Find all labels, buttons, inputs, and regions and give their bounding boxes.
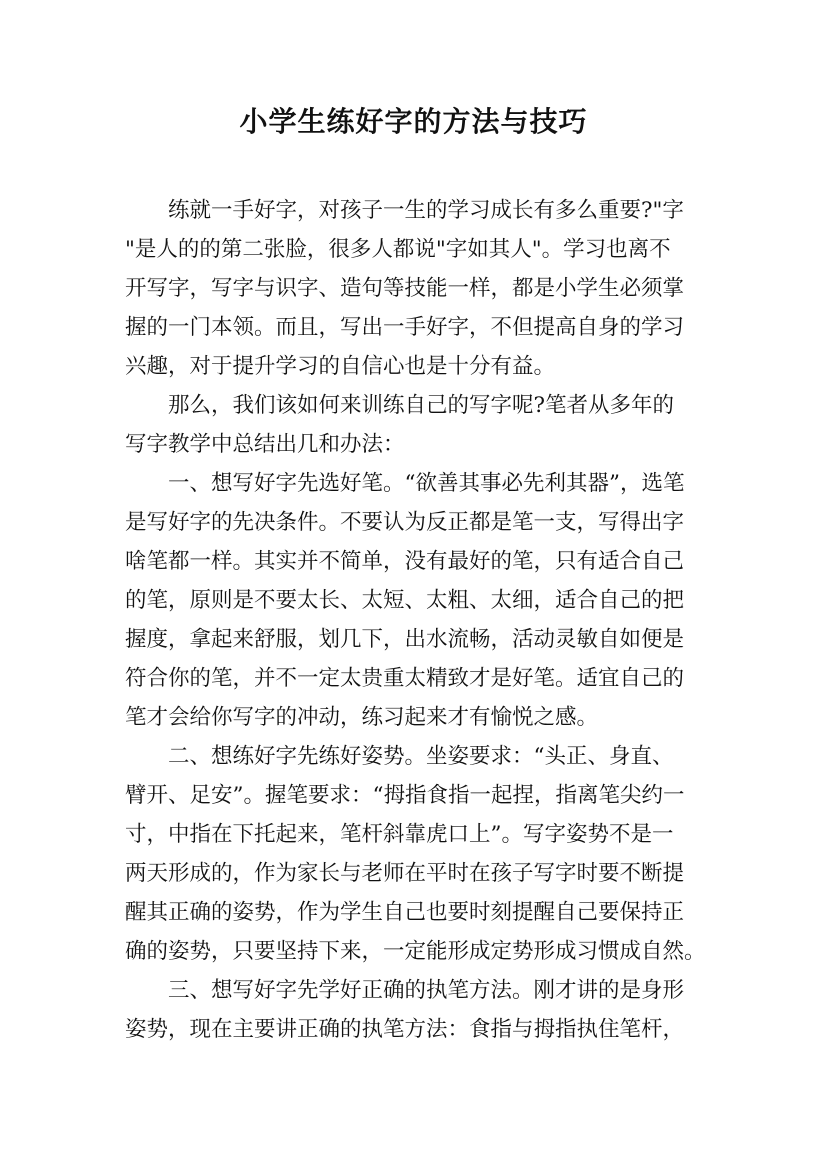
paragraph-3-line-2: 是写好字的先决条件。不要认为反正都是笔一支，写得出字 [125,510,685,535]
paragraph-4-line-3: 寸，中指在下托起来，笔杆斜靠虎口上”。写字姿势不是一 [125,822,674,847]
paragraph-4-line-4: 两天形成的，作为家长与老师在平时在孩子写字时要不断提 [125,861,685,886]
paragraph-5-line-2: 姿势，现在主要讲正确的执笔方法：食指与拇指执住笔杆， [125,1017,685,1042]
paragraph-2-line-2: 写字教学中总结出几和办法： [125,432,405,457]
paragraph-3-line-4: 的笔，原则是不要太长、太短、太粗、太细，适合自己的把 [125,588,685,613]
paragraph-4-line-6: 确的姿势，只要坚持下来，一定能形成定势形成习惯成自然。 [125,939,706,964]
paragraph-4-line-5: 醒其正确的姿势，作为学生自己也要时刻提醒自己要保持正 [125,900,685,925]
paragraph-1-line-5: 兴趣，对于提升学习的自信心也是十分有益。 [125,354,556,379]
paragraph-1-line-1: 练就一手好字，对孩子一生的学习成长有多么重要?"字 [168,198,684,223]
paragraph-3-line-1: 一、想写好字先选好笔。“欲善其事必先利其器”，选笔 [168,471,685,496]
paragraph-1-line-4: 握的一门本领。而且，写出一手好字，不但提高自身的学习 [125,315,685,340]
paragraph-1-line-3: 开写字，写字与识字、造句等技能一样，都是小学生必须掌 [125,276,685,301]
paragraph-5-line-1: 三、想写好字先学好正确的执笔方法。刚才讲的是身形 [168,978,685,1003]
paragraph-2-line-1: 那么，我们该如何来训练自己的写字呢?笔者从多年的 [168,393,675,418]
paragraph-4-line-1: 二、想练好字先练好姿势。坐姿要求：“头正、身直、 [168,744,674,769]
paragraph-3-line-7: 笔才会给你写字的冲动，练习起来才有愉悦之感。 [125,705,599,730]
document-title: 小学生练好字的方法与技巧 [239,105,588,138]
paragraph-4-line-2: 臂开、足安”。握笔要求：“拇指食指一起捏，指离笔尖约一 [125,783,685,808]
paragraph-3-line-6: 符合你的笔，并不一定太贵重太精致才是好笔。适宜自己的 [125,666,685,691]
paragraph-3-line-3: 啥笔都一样。其实并不简单，没有最好的笔，只有适合自己 [125,549,685,574]
paragraph-3-line-5: 握度，拿起来舒服，划几下，出水流畅，活动灵敏自如便是 [125,627,685,652]
paragraph-1-line-2: "是人的的第二张脸，很多人都说"字如其人"。学习也离不 [125,237,671,262]
